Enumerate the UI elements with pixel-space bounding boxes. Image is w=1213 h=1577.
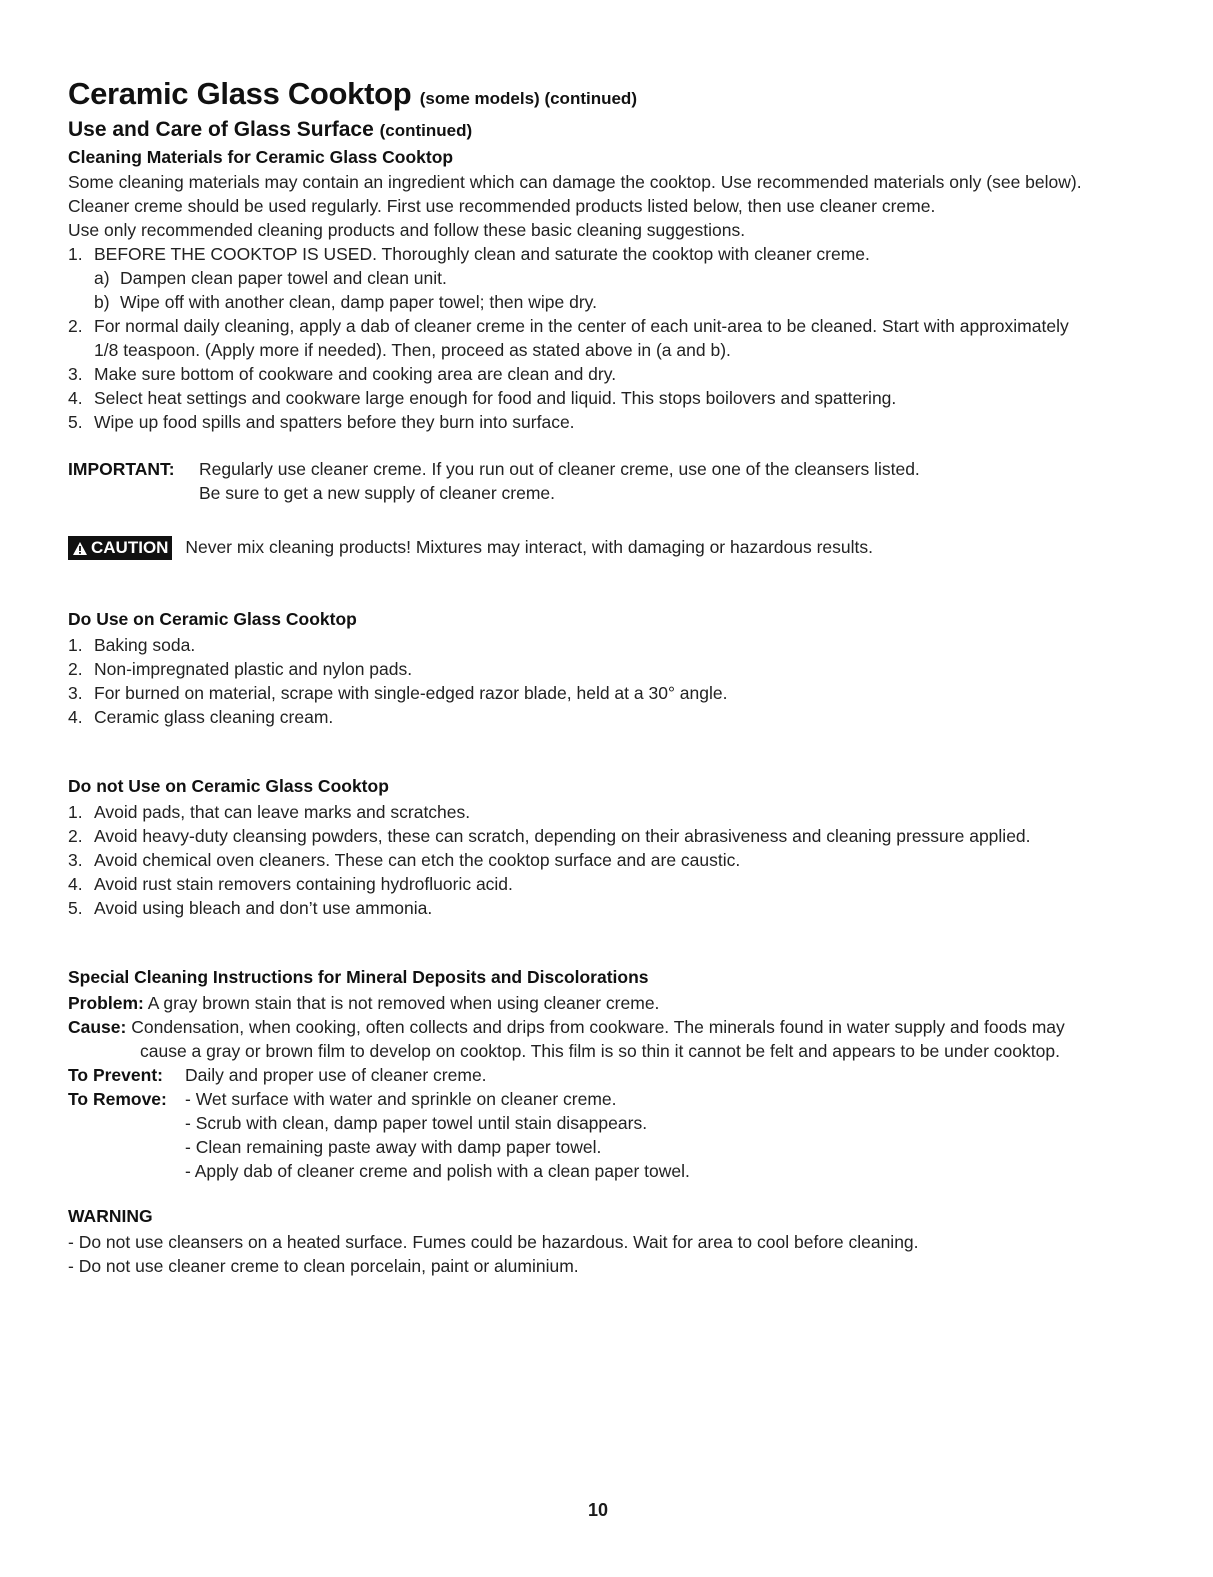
page-title bbox=[68, 76, 637, 112]
list-number: 5. bbox=[68, 412, 83, 432]
list-item bbox=[68, 290, 1069, 314]
special-cleaning-body bbox=[68, 991, 1065, 1183]
do-not-use-heading: Do not Use on Ceramic Glass Cooktop bbox=[68, 776, 389, 796]
list-item bbox=[68, 386, 1069, 410]
list-text: Baking soda. bbox=[94, 635, 196, 655]
list-number: 4. bbox=[68, 874, 83, 894]
prevent-label: To Prevent: bbox=[68, 1065, 163, 1085]
cleaning-intro bbox=[68, 170, 1082, 242]
list-item bbox=[68, 633, 728, 657]
remove-step: - Apply dab of cleaner creme and polish with a clean paper towel. bbox=[185, 1161, 690, 1181]
section-heading bbox=[68, 118, 472, 142]
list-number: 2. bbox=[68, 316, 83, 336]
problem-text: A gray brown stain that is not removed when using cleaner creme. bbox=[147, 993, 660, 1013]
list-text: Avoid pads, that can leave marks and scratches. bbox=[94, 802, 471, 822]
list-number: 3. bbox=[68, 850, 83, 870]
list-number: b) bbox=[94, 292, 110, 312]
list-item bbox=[68, 266, 1069, 290]
intro-line: Cleaner creme should be used regularly. First use recommended products listed below, then use cleaner creme. bbox=[68, 196, 936, 216]
important-label: IMPORTANT: bbox=[68, 459, 175, 479]
warning-list bbox=[68, 1230, 919, 1278]
list-number: 1. bbox=[68, 802, 83, 822]
list-item bbox=[68, 681, 728, 705]
intro-line: Use only recommended cleaning products and follow these basic cleaning suggestions. bbox=[68, 220, 746, 240]
section-heading-suffix: (continued) bbox=[379, 121, 473, 140]
page-number: 10 bbox=[588, 1500, 609, 1520]
caution-badge bbox=[68, 536, 172, 560]
list-item bbox=[68, 896, 1031, 920]
warning-line: - Do not use cleaner creme to clean porcelain, paint or aluminium. bbox=[68, 1256, 579, 1276]
do-use-heading: Do Use on Ceramic Glass Cooktop bbox=[68, 609, 357, 629]
list-item bbox=[68, 242, 1069, 266]
remove-label: To Remove: bbox=[68, 1089, 167, 1109]
list-text: 1/8 teaspoon. (Apply more if needed). Then, proceed as stated above in (a and b). bbox=[94, 340, 731, 360]
list-number: 3. bbox=[68, 683, 83, 703]
remove-row bbox=[68, 1087, 1065, 1111]
section-heading-text: Use and Care of Glass Surface bbox=[68, 118, 374, 141]
list-text: For normal daily cleaning, apply a dab of cleaner creme in the center of each unit-area to be cleaned. Start with approximately bbox=[94, 316, 1069, 336]
list-text: Make sure bottom of cookware and cooking area are clean and dry. bbox=[94, 364, 617, 384]
list-item bbox=[68, 800, 1031, 824]
list-text: Select heat settings and cookware large enough for food and liquid. This stops boilovers and spattering. bbox=[94, 388, 897, 408]
list-number: 1. bbox=[68, 244, 83, 264]
intro-line: Some cleaning materials may contain an ingredient which can damage the cooktop. Use recommended materials only (see below). bbox=[68, 172, 1082, 192]
cleaning-steps-list bbox=[68, 242, 1069, 434]
page-title-suffix: (some models) (continued) bbox=[419, 89, 637, 108]
list-item bbox=[68, 824, 1031, 848]
list-text: Wipe off with another clean, damp paper towel; then wipe dry. bbox=[120, 292, 597, 312]
list-text: Avoid using bleach and don’t use ammonia. bbox=[94, 898, 433, 918]
list-number: 2. bbox=[68, 826, 83, 846]
list-text: Ceramic glass cleaning cream. bbox=[94, 707, 334, 727]
warning-triangle-icon bbox=[72, 541, 88, 556]
caution-badge-label: CAUTION bbox=[91, 538, 169, 557]
list-text: For burned on material, scrape with single-edged razor blade, held at a 30° angle. bbox=[94, 683, 728, 703]
list-item bbox=[68, 705, 728, 729]
list-text: Avoid chemical oven cleaners. These can etch the cooktop surface and are caustic. bbox=[94, 850, 741, 870]
list-number: 2. bbox=[68, 659, 83, 679]
problem-row bbox=[68, 991, 1065, 1015]
remove-step: - Scrub with clean, damp paper towel until stain disappears. bbox=[185, 1113, 648, 1133]
caution-note bbox=[68, 535, 873, 560]
cleaning-materials-heading: Cleaning Materials for Ceramic Glass Cooktop bbox=[68, 147, 454, 167]
cause-text: Condensation, when cooking, often collects and drips from cookware. The minerals found in water supply and foods may bbox=[131, 1017, 1065, 1037]
list-number: 1. bbox=[68, 635, 83, 655]
do-not-use-list bbox=[68, 800, 1031, 920]
list-text: Avoid heavy-duty cleansing powders, these can scratch, depending on their abrasiveness and cleaning pressure applied. bbox=[94, 826, 1031, 846]
problem-label: Problem: bbox=[68, 993, 144, 1013]
list-text: Non-impregnated plastic and nylon pads. bbox=[94, 659, 413, 679]
list-text: Avoid rust stain removers containing hydrofluoric acid. bbox=[94, 874, 513, 894]
list-number: 3. bbox=[68, 364, 83, 384]
list-item bbox=[68, 338, 1069, 362]
list-item bbox=[68, 362, 1069, 386]
list-text: Wipe up food spills and spatters before they burn into surface. bbox=[94, 412, 575, 432]
do-use-list bbox=[68, 633, 728, 729]
list-item bbox=[68, 410, 1069, 434]
important-line: Regularly use cleaner creme. If you run out of cleaner creme, use one of the cleansers listed. bbox=[199, 459, 920, 479]
prevent-text: Daily and proper use of cleaner creme. bbox=[185, 1065, 487, 1085]
list-item bbox=[68, 848, 1031, 872]
cause-label: Cause: bbox=[68, 1017, 127, 1037]
list-item bbox=[68, 657, 728, 681]
list-number: 5. bbox=[68, 898, 83, 918]
important-line: Be sure to get a new supply of cleaner creme. bbox=[199, 483, 556, 503]
list-number: a) bbox=[94, 268, 110, 288]
special-cleaning-heading: Special Cleaning Instructions for Mineral Deposits and Discolorations bbox=[68, 967, 649, 987]
warning-heading: WARNING bbox=[68, 1206, 153, 1226]
list-number: 4. bbox=[68, 707, 83, 727]
remove-step: - Wet surface with water and sprinkle on cleaner creme. bbox=[185, 1089, 617, 1109]
warning-line: - Do not use cleansers on a heated surface. Fumes could be hazardous. Wait for area to cool before cleaning. bbox=[68, 1232, 919, 1252]
list-number: 4. bbox=[68, 388, 83, 408]
prevent-row bbox=[68, 1063, 1065, 1087]
page-title-text: Ceramic Glass Cooktop bbox=[68, 76, 412, 111]
list-text: Dampen clean paper towel and clean unit. bbox=[120, 268, 447, 288]
remove-step: - Clean remaining paste away with damp paper towel. bbox=[185, 1137, 602, 1157]
caution-text: Never mix cleaning products! Mixtures may interact, with damaging or hazardous results. bbox=[185, 537, 873, 557]
cause-text-continued: cause a gray or brown film to develop on cooktop. This film is so thin it cannot be felt and appears to be under cooktop. bbox=[140, 1041, 1060, 1061]
list-text: BEFORE THE COOKTOP IS USED. Thoroughly clean and saturate the cooktop with cleaner creme. bbox=[94, 244, 870, 264]
list-item bbox=[68, 872, 1031, 896]
important-note bbox=[68, 457, 920, 505]
list-item bbox=[68, 314, 1069, 338]
cause-row bbox=[68, 1015, 1065, 1039]
